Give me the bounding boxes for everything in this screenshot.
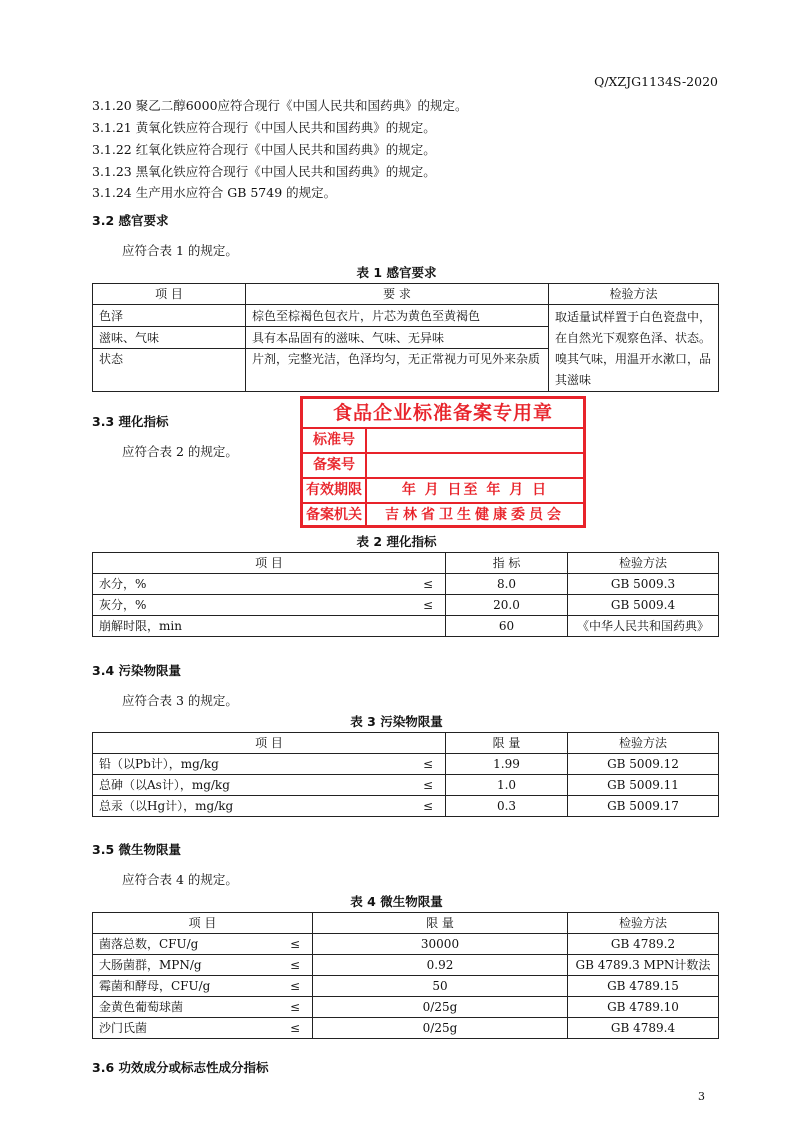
section-heading: 3.5 微生物限量 <box>92 842 181 857</box>
section-text: 应符合表 4 的规定。 <box>122 872 238 887</box>
section-text: 应符合表 2 的规定。 <box>122 444 238 459</box>
table-row: 铅（以Pb计），mg/kg ≤ 1.99 GB 5009.12 <box>93 754 719 775</box>
clause-line: 3.1.22 红氧化铁应符合现行《中国人民共和国药典》的规定。 <box>92 142 436 157</box>
table-microbial: 项 目 限 量 检验方法 菌落总数，CFU/g ≤ 30000 GB 4789.2 大肠菌群，MPN/g ≤ 0.92 GB 4789.3 MPN计数法 霉菌和酵母，CFU/g ≤ 50 GB 4789.15 金黄色葡萄球菌 ≤ 0/25g GB 4789.10 沙门氏菌 ≤ 0/25g GB 4789.4 <box>92 912 719 1039</box>
table-row: 水分，% ≤ 8.0 GB 5009.3 <box>93 574 719 595</box>
table-row: 霉菌和酵母，CFU/g ≤ 50 GB 4789.15 <box>93 976 719 997</box>
standard-code: Q/XZJG1134S-2020 <box>594 74 718 89</box>
table-sensory <box>92 283 719 392</box>
table-title: 表 3 污染物限量 <box>350 714 443 729</box>
col-header: 要 求 <box>246 284 549 305</box>
table-title: 表 2 理化指标 <box>356 534 437 549</box>
table-title: 表 1 感官要求 <box>356 265 437 280</box>
table-title: 表 4 微生物限量 <box>350 894 443 909</box>
clause-line: 3.1.23 黑氧化铁应符合现行《中国人民共和国药典》的规定。 <box>92 164 436 179</box>
clause-line: 3.1.24 生产用水应符合 GB 5749 的规定。 <box>92 185 337 200</box>
table-physicochemical: 项 目 指 标 检验方法 水分，% ≤ 8.0 GB 5009.3 灰分，% ≤ 20.0 GB 5009.4 崩解时限，min 60 《中华人民共和国药典》 <box>92 552 719 637</box>
table-row: 崩解时限，min 60 《中华人民共和国药典》 <box>93 616 719 637</box>
table-row: 色泽 棕色至棕褐色包衣片，片芯为黄色至黄褐色 取适量试样置于白色瓷盘中，在自然光下观察色泽、状态。嗅其气味，用温开水漱口，品其滋味 <box>93 305 719 327</box>
clause-line: 3.1.20 聚乙二醇6000应符合现行《中国人民共和国药典》的规定。 <box>92 98 468 113</box>
table-row: 金黄色葡萄球菌 ≤ 0/25g GB 4789.10 <box>93 997 719 1018</box>
col-header: 项 目 <box>93 284 246 305</box>
table-row: 沙门氏菌 ≤ 0/25g GB 4789.4 <box>93 1018 719 1039</box>
table-row: 状态 片剂，完整光洁，色泽均匀，无正常视力可见外来杂质 <box>93 349 719 392</box>
section-heading: 3.6 功效成分或标志性成分指标 <box>92 1060 269 1075</box>
table-row: 灰分，% ≤ 20.0 GB 5009.4 <box>93 595 719 616</box>
section-heading: 3.4 污染物限量 <box>92 663 181 678</box>
table-row: 菌落总数，CFU/g ≤ 30000 GB 4789.2 <box>93 934 719 955</box>
page-number: 3 <box>698 1090 705 1103</box>
filing-stamp: 食品企业标准备案专用章 标准号 备案号 有效期限 年 月 日至 年 月 日 备案机关 吉林省卫生健康委员会 <box>300 396 586 528</box>
table-row: 滋味、气味 具有本品固有的滋味、气味、无异味 <box>93 327 719 349</box>
section-text: 应符合表 3 的规定。 <box>122 693 238 708</box>
section-text: 应符合表 1 的规定。 <box>122 243 238 258</box>
table-row: 总砷（以As计），mg/kg ≤ 1.0 GB 5009.11 <box>93 775 719 796</box>
section-heading: 3.2 感官要求 <box>92 213 169 228</box>
section-heading: 3.3 理化指标 <box>92 414 169 429</box>
col-header: 检验方法 <box>549 284 719 305</box>
table-row: 大肠菌群，MPN/g ≤ 0.92 GB 4789.3 MPN计数法 <box>93 955 719 976</box>
table-row: 总汞（以Hg计），mg/kg ≤ 0.3 GB 5009.17 <box>93 796 719 817</box>
table-contaminants: 项 目 限 量 检验方法 铅（以Pb计），mg/kg ≤ 1.99 GB 5009.12 总砷（以As计），mg/kg ≤ 1.0 GB 5009.11 总汞（以Hg计），mg/kg ≤ 0.3 GB 5009.17 <box>92 732 719 817</box>
clause-line: 3.1.21 黄氧化铁应符合现行《中国人民共和国药典》的规定。 <box>92 120 436 135</box>
method-cell: 取适量试样置于白色瓷盘中，在自然光下观察色泽、状态。嗅其气味，用温开水漱口，品其滋味 <box>549 305 719 392</box>
